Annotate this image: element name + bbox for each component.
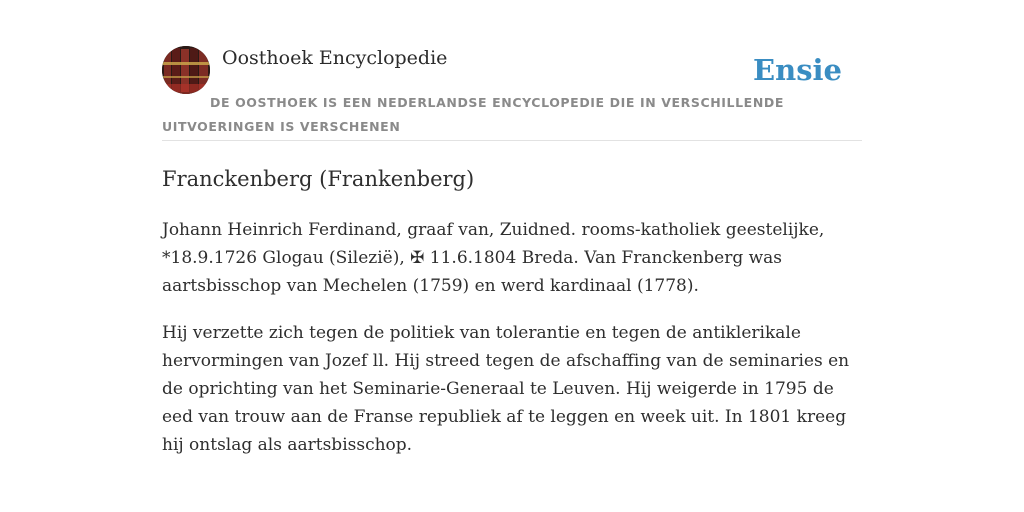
encyclopedia-books-icon[interactable] — [162, 46, 210, 94]
brand-logo[interactable]: Ensie — [753, 53, 842, 87]
article — [162, 162, 862, 459]
site-tagline: DE OOSTHOEK IS EEN NEDERLANDSE ENCYCLOPEDIE DIE IN VERSCHILLENDE UITVOERINGEN IS VERSCHENEN — [162, 95, 784, 134]
site-name[interactable]: Oosthoek Encyclopedie — [222, 47, 448, 69]
article-paragraph: Johann Heinrich Ferdinand, graaf van, Zuidned. rooms-katholiek geestelijke, *18.9.1726 Glogau (Silezië), ✠ 11.6.1804 Breda. Van Franckenberg was aartsbisschop van Mechelen (1759) en werd kardinaal (1778). — [162, 220, 825, 296]
site-header — [162, 46, 862, 141]
article-paragraph: Hij verzette zich tegen de politiek van tolerantie en tegen de antiklerikale hervormingen van Jozef ll. Hij streed tegen de afschaffing van de seminaries en de oprichting van het Seminarie-Generaal te Leuven. Hij weigerde in 1795 de eed van trouw aan de Franse republiek af te leggen en week uit. In 1801 kreeg hij ontslag als aartsbisschop. — [162, 323, 850, 455]
article-title: Franckenberg (Frankenberg) — [162, 167, 475, 191]
